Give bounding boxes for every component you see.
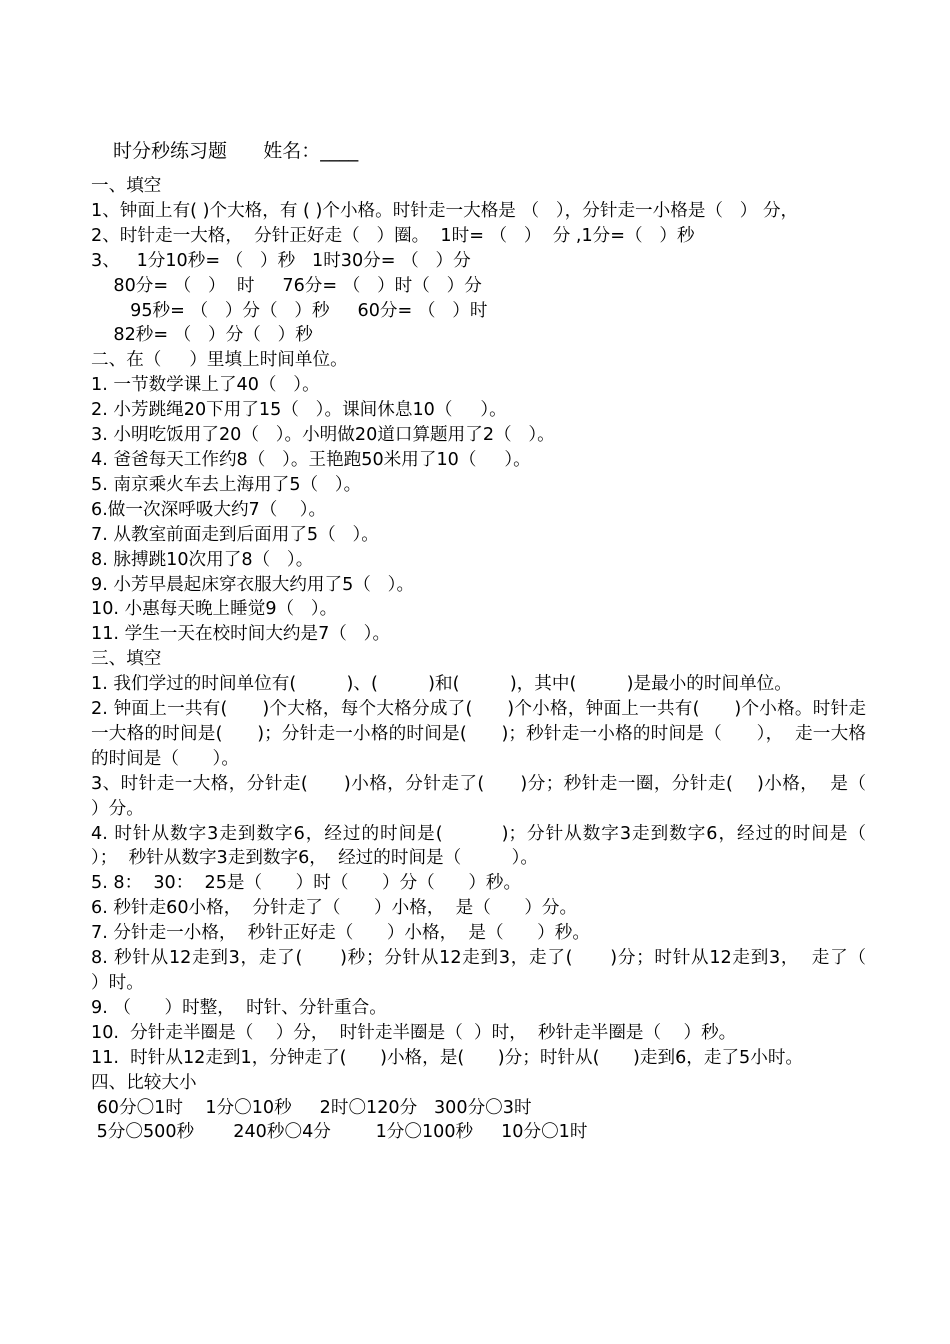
question-line: 5. 8： 30： 25是（ ）时（ ）分（ ）秒。 xyxy=(91,873,522,894)
question-line: 7. 从教室前面走到后面用了5（ ）。 xyxy=(91,524,379,545)
question-line: 8. 秒针从12走到3，走了( )秒；分针从12走到3，走了( )分；时针从12走到3， 走了（ ）时。 xyxy=(91,948,900,993)
question-line: 11. 学生一天在校时间大约是7（ ）。 xyxy=(91,624,391,645)
question-line: 2. 小芳跳绳20下用了15（ ）。课间休息10（ ）。 xyxy=(91,400,507,421)
question-line: 3. 小明吃饭用了20（ ）。小明做20道口算题用了2（ ）。 xyxy=(91,425,555,446)
worksheet-body xyxy=(91,174,917,1145)
question-line: 2. 钟面上一共有( )个大格，每个大格分成了( )个小格，钟面上一共有( )个小格。时针走一大格的时间是( )；分针走一小格的时间是( )；秒针走一小格的时间是（ ）， 走一大格的时间是（ ）。 xyxy=(91,699,866,769)
question-line: 5. 南京乘火车去上海用了5（ ）。 xyxy=(91,474,362,495)
question-line: 1. 我们学过的时间单位有( )、( )和( )，其中( )是最小的时间单位。 xyxy=(91,674,792,695)
question-line: 8. 脉搏跳10次用了8（ ）。 xyxy=(91,549,314,570)
question-line: 82秒= （ ）分（ ）秒 xyxy=(91,325,313,346)
question-line: 10. 分针走半圈是（ ）分， 时针走半圈是（ ）时， 秒针走半圈是（ ）秒。 xyxy=(91,1022,737,1043)
question-line: 4. 爸爸每天工作约8（ ）。王艳跑50米用了10（ ）。 xyxy=(91,449,531,470)
section-4-heading: 四、比较大小 xyxy=(91,1072,197,1093)
question-line: 6.做一次深呼吸大约7（ ）。 xyxy=(91,499,327,520)
question-line: 11. 时针从12走到1，分钟走了( )小格，是( )分；时针从( )走到6，走了5小时。 xyxy=(91,1047,804,1068)
question-line: 9. 小芳早晨起床穿衣服大约用了5（ ）。 xyxy=(91,574,415,595)
question-line: 80分= （ ） 时 76分= （ ）时（ ）分 xyxy=(91,275,482,296)
question-line: 2、时针走一大格， 分针正好走（ ）圈。 1时= （ ） 分 ,1分=（ ）秒 xyxy=(91,225,695,246)
question-line: 7. 分针走一小格， 秒针正好走（ ）小格， 是（ ）秒。 xyxy=(91,923,590,944)
section-3-heading: 三、填空 xyxy=(91,649,162,670)
section-1-heading: 一、填空 xyxy=(91,176,162,196)
question-line: 6. 秒针走60小格， 分针走了（ ）小格， 是（ ）分。 xyxy=(91,898,578,919)
question-line: 3、时针走一大格，分针走( )小格，分针走了( )分；秒针走一圈，分针走( )小格， 是（ ）分。 xyxy=(91,773,900,819)
name-label: 姓名： xyxy=(263,140,321,162)
section-2-heading: 二、在（ ）里填上时间单位。 xyxy=(91,350,348,371)
question-line: 3、 1分10秒= （ ）秒 1时30分= （ ）分 xyxy=(91,250,471,271)
worksheet-page xyxy=(91,137,917,1145)
question-line: 1、钟面上有( )个大格，有 ( )个小格。时针走一大格是 （ ），分针走一小格是（ ） 分， xyxy=(91,200,799,221)
question-line: 10. 小惠每天晚上睡觉9（ ）。 xyxy=(91,599,338,620)
worksheet-header xyxy=(113,137,866,165)
question-line: 95秒= （ ）分（ ）秒 60分= （ ）时 xyxy=(91,300,488,321)
name-blank: ____ xyxy=(320,140,359,162)
question-line: 1. 一节数学课上了40（ ）。 xyxy=(91,375,320,396)
question-line: 9. （ ）时整， 时针、分针重合。 xyxy=(91,997,387,1018)
compare-row: 60分〇1时 1分〇10秒 2时〇120分 300分〇3时 xyxy=(91,1097,532,1118)
worksheet-title: 时分秒练习题 xyxy=(113,140,228,162)
compare-row: 5分〇500秒 240秒〇4分 1分〇100秒 10分〇1时 xyxy=(91,1122,588,1143)
question-line: 4. 时针从数字3走到数字6，经过的时间是( )；分针从数字3走到数字6，经过的时间是（ ）； 秒针从数字3走到数字6， 经过的时间是（ ）。 xyxy=(91,823,917,869)
